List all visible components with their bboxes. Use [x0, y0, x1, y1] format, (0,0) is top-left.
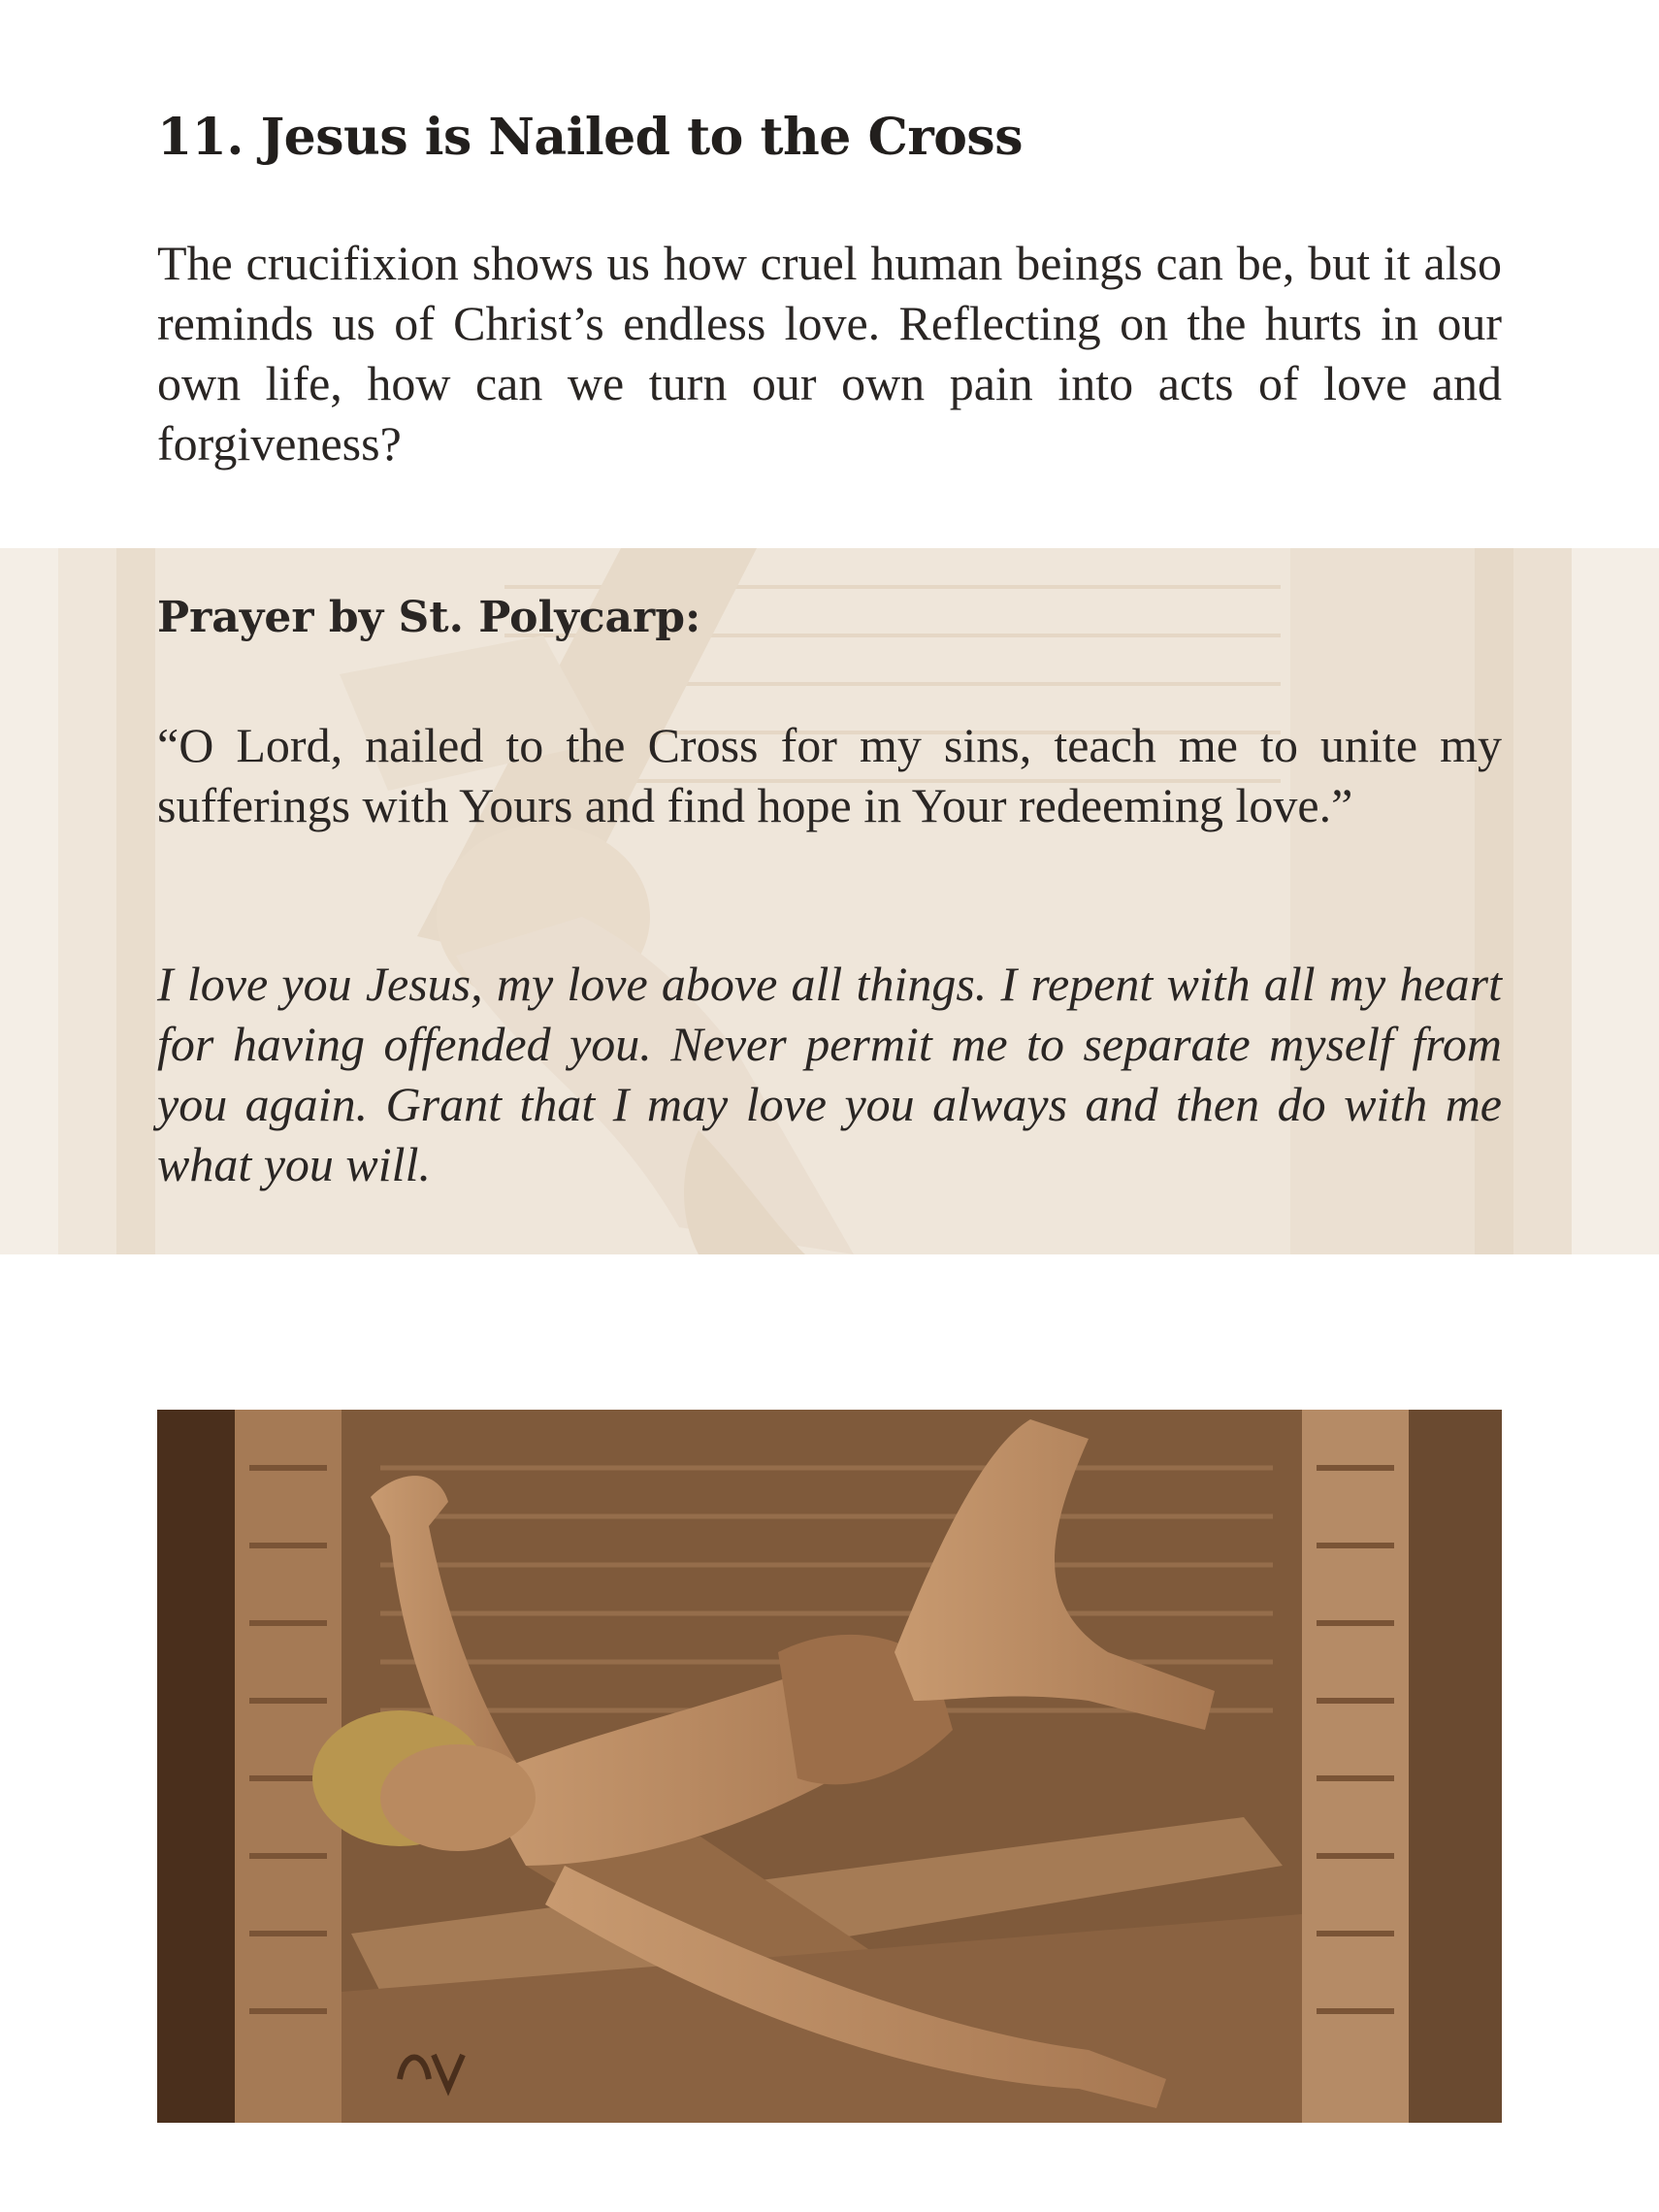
page-title: 11. Jesus is Nailed to the Cross [157, 108, 1023, 167]
wood-carving-image [157, 1410, 1502, 2123]
crucifixion-relief-illustration [157, 1410, 1502, 2123]
prayer-quote: “O Lord, nailed to the Cross for my sins, teach me to unite my sufferings with Yours and find hope in Your redeeming love.” [157, 718, 1502, 832]
prayer-title: Prayer by St. Polycarp: [157, 593, 701, 642]
act-of-love-prayer: I love you Jesus, my love above all things. I repent with all my heart for having offended you. Never permit me to separate myself from you again. Grant that I may love you always and then do with me what you will. [157, 957, 1502, 1191]
intro-paragraph: The crucifixion shows us how cruel human beings can be, but it also reminds us of Christ’s endless love. Reflecting on the hurts in our own life, how can we turn our own pain into acts of love and forgiveness? [157, 236, 1502, 471]
prayer-section [0, 548, 1659, 1254]
